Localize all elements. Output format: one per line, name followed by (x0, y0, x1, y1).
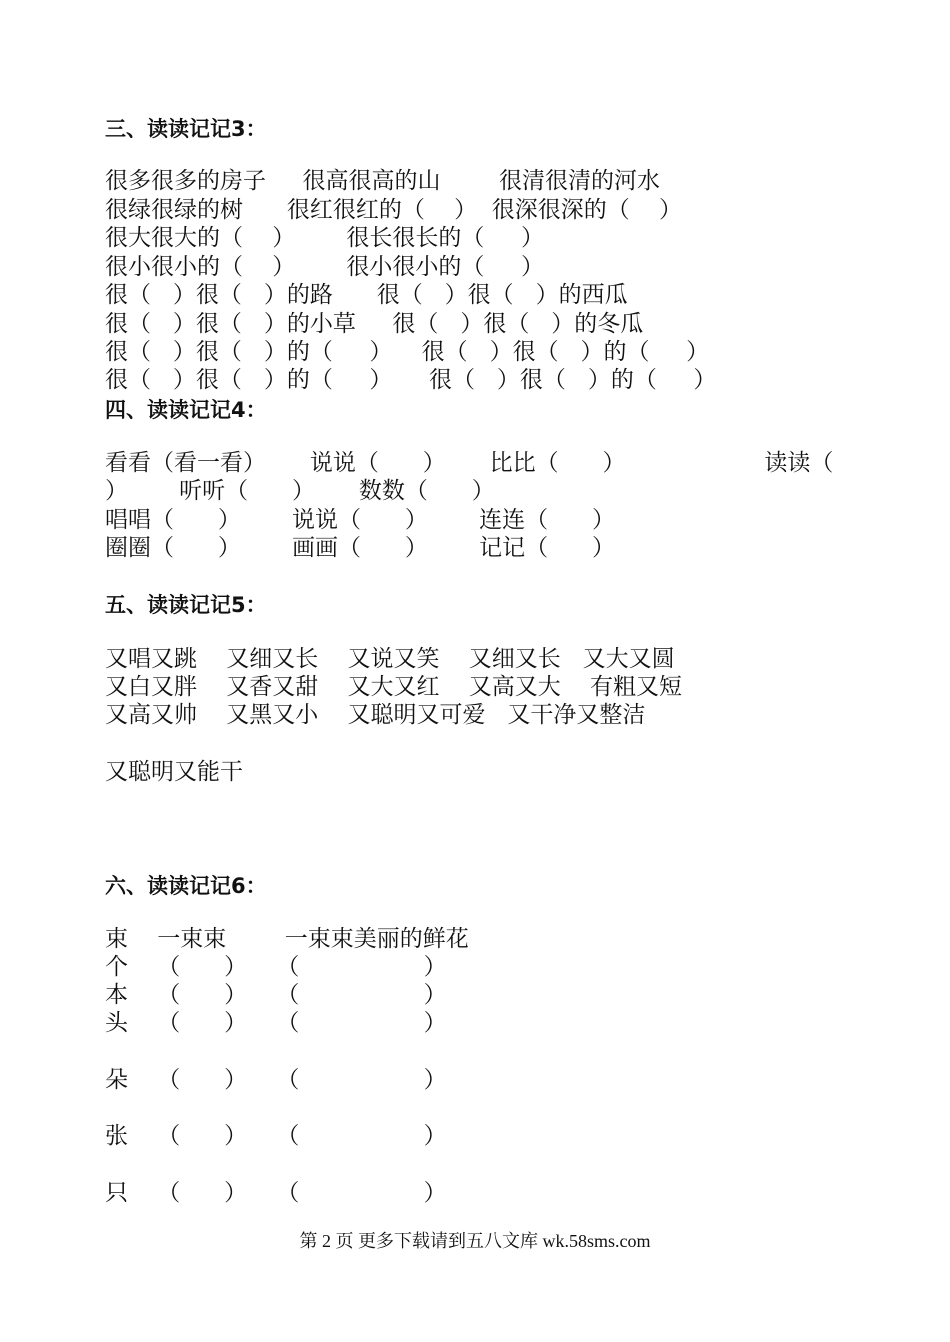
section-3-heading: 三、读读记记3： (105, 117, 267, 141)
section-4-line-4: 圈圈（ ） 画画（ ） 记记（ ） (105, 535, 615, 561)
section-4-line-1: 看看（看一看） 说说（ ） 比比（ ） 读读（ (105, 450, 834, 476)
section-6-line-4: 头 （ ） （ ） (105, 1010, 447, 1036)
section-6-line-5: 朵 （ ） （ ） (105, 1067, 447, 1093)
section-6-heading: 六、读读记记6： (105, 874, 267, 898)
section-5-line-2: 又白又胖 又香又甜 又大又红 又高又大 有粗又短 (105, 674, 682, 700)
section-3-line-5: 很（ ）很（ ）的路 很（ ）很（ ）的西瓜 (105, 282, 628, 308)
page-footer: 第 2 页 更多下载请到五八文库 wk.58sms.com (299, 1231, 651, 1251)
section-3-line-6: 很（ ）很（ ）的小草 很（ ）很（ ）的冬瓜 (105, 311, 644, 337)
section-4-line-3: 唱唱（ ） 说说（ ） 连连（ ） (105, 507, 615, 533)
section-3-line-4: 很小很小的（ ） 很小很小的（ ） (105, 254, 544, 280)
section-5-line-1: 又唱又跳 又细又长 又说又笑 又细又长 又大又圆 (105, 646, 675, 672)
section-4-line-2: ） 听听（ ） 数数（ ） (105, 478, 495, 504)
section-3-line-2: 很绿很绿的树 很红很红的（ ） 很深很深的（ ） (105, 197, 682, 223)
section-5-extra-line: 又聪明又能干 (105, 759, 243, 785)
section-3-line-8: 很（ ）很（ ）的（ ） 很（ ）很（ ）的（ ） (105, 367, 717, 393)
section-3-line-7: 很（ ）很（ ）的（ ） 很（ ）很（ ）的（ ） (105, 339, 710, 365)
section-6-line-7: 只 （ ） （ ） (105, 1180, 447, 1206)
section-4-heading: 四、读读记记4： (105, 398, 267, 422)
section-5-heading: 五、读读记记5： (105, 593, 267, 617)
section-6-line-3: 本 （ ） （ ） (105, 982, 447, 1008)
section-3-line-3: 很大很大的（ ） 很长很长的（ ） (105, 225, 544, 251)
section-3-line-1: 很多很多的房子 很高很高的山 很清很清的河水 (105, 168, 661, 194)
section-6-line-2: 个 （ ） （ ） (105, 954, 447, 980)
section-6-line-6: 张 （ ） （ ） (105, 1123, 447, 1149)
section-5-line-3: 又高又帅 又黑又小 又聪明又可爱 又干净又整洁 (105, 702, 646, 728)
section-6-line-1: 束 一束束 一束束美丽的鲜花 (105, 926, 469, 952)
